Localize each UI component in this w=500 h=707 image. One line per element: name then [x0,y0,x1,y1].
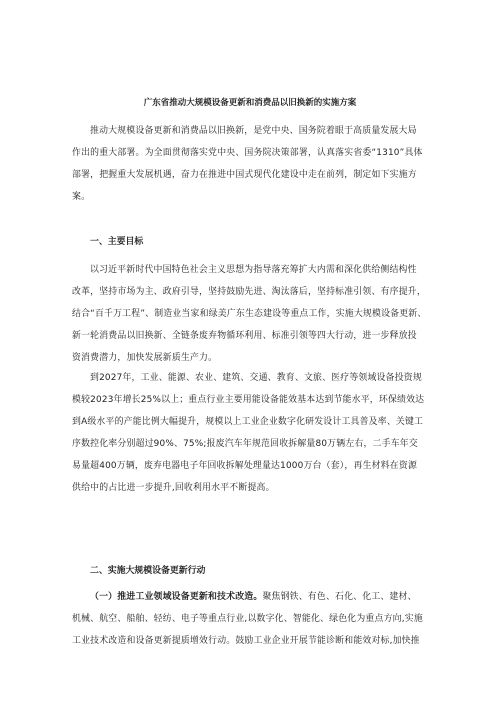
intro-paragraph [72,120,430,208]
subsection-first-line-rest: 聚焦钢铁、有色、石化、化工、建材、 [262,592,417,602]
goal-line: 以习近平新时代中国特色社会主义思想为指导落充筹扩大内需和深化供给侧结构性 [90,265,417,275]
subsection-first-line [72,586,430,608]
intro-line: 作出的重大部署。为全面贯彻落实党中央、国务院决策部署，认真落实省委“1310”具体 [72,148,423,158]
subsection-line: 机械、航空、船舶、轻纺、电子等重点行业,以数字化、智能化、绿色化为重点方向,实施 [72,614,423,624]
target-line: 序数控化率分别超过90%、75%;报废汽车年规范回收拆解量80万辆左右，二手车年交 [72,439,418,449]
target-line: 供给中的占比进一步提升,回收利用水平不断提高。 [72,483,275,493]
section-heading-equipment: 二、实施大规模设备更新行动 [90,566,206,576]
target-line: 到2027年，工业、能源、农业、建筑、交通、教育、文旅、医疗等领域设备投资规 [90,373,422,383]
section-heading-goals: 一、主要目标 [90,237,144,247]
goal-line: 新一轮消费品以旧换新、全链条废弃物循环利用、标准引领等四大行动，进一步释放投 [72,331,417,341]
target-paragraph [72,367,430,499]
goal-line: 改革，坚持市场为主、政府引导，坚持鼓励先进、淘汰落后，坚持标准引领、有序提升， [72,287,426,297]
intro-line: 案。 [72,192,91,202]
goal-line: 结合“百千万工程”、制造业当家和绿美广东生态建设等重点工作，实施大规模设备更新、 [72,309,427,319]
subsection-paragraph [72,586,430,652]
target-line: 到A级水平的产能比例大幅提升，规模以上工业企业数字化研发设计工具普及率、关键工 [72,417,424,427]
intro-line: 部署，把握重大发展机遇，奋力在推进中国式现代化建设中走在前列，制定如下实施方 [72,170,417,180]
target-line: 模较2023年增长25%以上；重点行业主要用能设备能效基本达到节能水平，环保绩效达 [72,395,425,405]
goal-paragraph [72,259,430,369]
document-title: 广东省推动大规模设备更新和消费品以旧换新的实施方案 [143,98,357,108]
target-line: 易量超400万辆，废弃电器电子年回收拆解处理量达1000万台（套），再生材料在资源 [72,461,418,471]
subsection-line: 工业技术改造和设备更新提质增效行动。鼓励工业企业开展节能诊断和能效对标,加快推 [72,636,420,646]
intro-line: 推动大规模设备更新和消费品以旧换新，是党中央、国务院着眼于高质量发展大局 [90,126,417,136]
goal-line: 资消费潜力，加快发展新质生产力。 [72,353,218,363]
subsection-lead: （一）推进工业领域设备更新和技术改造。 [90,592,263,602]
